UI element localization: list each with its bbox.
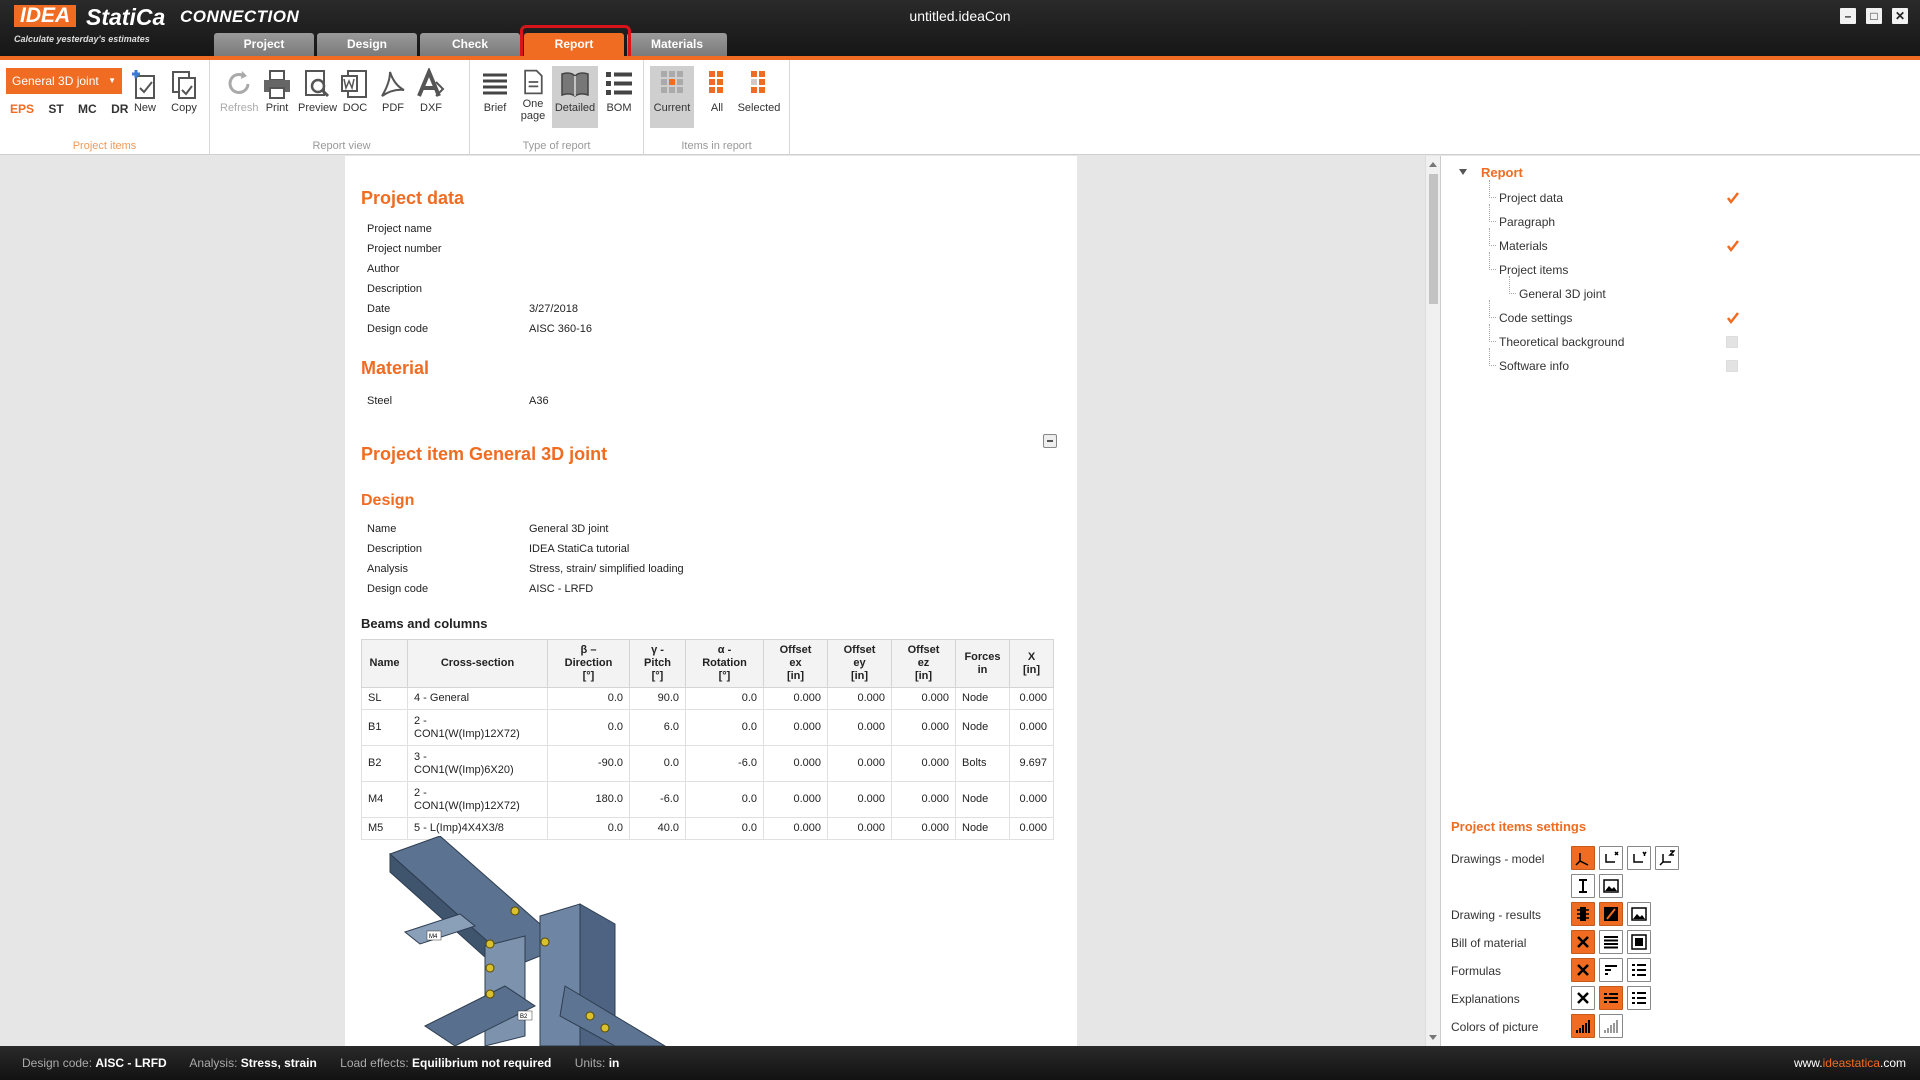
tab-check[interactable]: Check — [420, 33, 520, 56]
report-scrollbar[interactable] — [1425, 156, 1440, 1046]
tree-expand-icon[interactable] — [1459, 169, 1467, 175]
doc-export-label: DOC — [342, 102, 368, 114]
tree-connector — [1489, 228, 1496, 246]
table-cell: 6.0 — [630, 710, 686, 746]
table-cell: 2 - CON1(W(Imp)12X72) — [408, 710, 548, 746]
maximize-button[interactable]: □ — [1866, 8, 1882, 24]
results-stress-button[interactable] — [1571, 902, 1595, 926]
explanations-label: Explanations — [1451, 992, 1520, 1006]
all-items-label: All — [710, 102, 724, 114]
design-value: Stress, strain/ simplified loading — [529, 563, 684, 575]
pdf-export-label: PDF — [382, 102, 404, 114]
tree-connector — [1489, 348, 1496, 366]
tree-item[interactable]: Project items — [1499, 263, 1569, 277]
project-data-key: Project name — [367, 223, 432, 235]
project-data-key: Project number — [367, 243, 442, 255]
table-cell: Bolts — [956, 746, 1010, 782]
formulas-full-button[interactable] — [1627, 958, 1651, 982]
project-data-key: Date — [367, 303, 391, 315]
print-label: Print — [265, 102, 289, 114]
unchecked-box[interactable] — [1726, 360, 1738, 372]
tree-item[interactable]: General 3D joint — [1519, 287, 1606, 301]
table-cell: 0.0 — [548, 688, 630, 710]
copy-item-icon — [169, 68, 199, 100]
beams-col-header — [1010, 640, 1054, 688]
logo-statica: StatiCa — [86, 4, 166, 30]
project-data-key: Description — [367, 283, 423, 295]
current-items-label: Current — [653, 102, 691, 114]
project-item-dropdown[interactable] — [6, 68, 122, 94]
beams-col-header — [956, 640, 1010, 688]
colors-full-button[interactable] — [1571, 1014, 1595, 1038]
model-view-x-button[interactable] — [1599, 846, 1623, 870]
joint-3d-model — [365, 836, 695, 1046]
word-doc-icon — [340, 68, 370, 100]
refresh-button[interactable] — [220, 68, 258, 114]
scroll-thumb[interactable] — [1429, 174, 1438, 304]
beams-col-header-line: β – — [580, 644, 597, 656]
explanations-short-button[interactable] — [1599, 986, 1623, 1010]
selected-items-button[interactable] — [734, 68, 784, 114]
report-workspace — [0, 156, 1440, 1046]
model-column-flange — [540, 904, 580, 1046]
cross-icon — [1575, 962, 1591, 978]
brief-report-button[interactable] — [476, 68, 514, 114]
colors-of-picture-label: Colors of picture — [1451, 1020, 1539, 1034]
tree-item[interactable]: Project data — [1499, 191, 1564, 205]
status-bar — [0, 1046, 1920, 1080]
st-button[interactable]: ST — [48, 102, 64, 116]
group-label-report-view: Report view — [312, 140, 371, 152]
grid-current-icon — [657, 68, 687, 100]
tab-materials[interactable]: Materials — [627, 33, 727, 56]
table-cell: 0.000 — [1010, 818, 1054, 840]
status-load-effects: Equilibrium not required — [412, 1056, 552, 1070]
beams-col-header-line: [in] — [914, 670, 933, 682]
material-value: A36 — [529, 395, 549, 407]
signal-bars-icon — [1575, 1018, 1591, 1034]
table-cell: B1 — [362, 710, 408, 746]
beams-col-header — [828, 640, 892, 688]
status-analysis-label: Analysis: — [189, 1056, 238, 1070]
model-picture-button[interactable] — [1599, 874, 1623, 898]
dxf-icon — [416, 68, 446, 100]
table-cell: 40.0 — [630, 818, 686, 840]
tree-item[interactable]: Paragraph — [1499, 215, 1556, 229]
group-label-type-of-report: Type of report — [522, 140, 591, 152]
design-value: AISC - LRFD — [529, 583, 594, 595]
tree-item[interactable]: Materials — [1499, 239, 1548, 253]
table-cell: -6.0 — [630, 782, 686, 818]
beams-col-header — [764, 640, 828, 688]
beams-col-header-line: Name — [369, 657, 400, 669]
tree-root-report[interactable]: Report — [1481, 165, 1523, 180]
beams-col-header-line: Pitch — [644, 657, 671, 669]
tab-design[interactable]: Design — [317, 33, 417, 56]
table-cell: B2 — [362, 746, 408, 782]
table-cell: 0.000 — [764, 746, 828, 782]
beams-col-header-line: Direction — [564, 657, 613, 669]
bom-report-label: BOM — [606, 102, 632, 114]
table-cell: 180.0 — [548, 782, 630, 818]
group-label-project-items: Project items — [72, 140, 137, 152]
table-cell: 90.0 — [630, 688, 686, 710]
table-cell: 0.000 — [892, 710, 956, 746]
copy-item-button[interactable] — [165, 68, 203, 114]
tree-connector — [1489, 252, 1496, 270]
results-strain-button[interactable] — [1599, 902, 1623, 926]
explanations-none-button[interactable] — [1571, 986, 1595, 1010]
one-page-icon — [518, 68, 548, 96]
group-label-items-in-report: Items in report — [681, 140, 752, 152]
copy-item-label: Copy — [171, 102, 197, 114]
preview-icon — [302, 68, 332, 100]
group-type-of-report — [470, 60, 644, 155]
checkmark-icon[interactable] — [1726, 191, 1740, 205]
design-key: Design code — [367, 583, 429, 595]
bill-of-material-label: Bill of material — [1451, 936, 1527, 950]
table-cell: 0.0 — [686, 710, 764, 746]
table-cell: 2 - CON1(W(Imp)12X72) — [408, 782, 548, 818]
beams-col-header — [630, 640, 686, 688]
design-value: IDEA StatiCa tutorial — [529, 543, 630, 555]
table-row — [362, 710, 1054, 746]
table-cell: 0.000 — [828, 710, 892, 746]
table-cell: 0.0 — [686, 688, 764, 710]
model-bolt — [486, 990, 494, 998]
beams-col-header-line: X — [1027, 650, 1036, 663]
model-view-z-button[interactable] — [1655, 846, 1679, 870]
table-cell: -6.0 — [686, 746, 764, 782]
table-cell: Node — [956, 818, 1010, 840]
beams-col-header-line: Cross-section — [440, 657, 515, 669]
beams-col-header — [548, 640, 630, 688]
table-cell: M4 — [362, 782, 408, 818]
one-page-label-1: One — [522, 98, 544, 110]
report-page[interactable] — [345, 156, 1077, 1046]
formulas-none-button[interactable] — [1571, 958, 1595, 982]
beams-col-header-line: ez — [917, 657, 930, 669]
table-cell: 9.697 — [1010, 746, 1054, 782]
short-list-icon — [1603, 990, 1619, 1006]
tab-project[interactable]: Project — [214, 33, 314, 56]
design-key: Name — [367, 523, 397, 535]
open-book-icon — [560, 68, 590, 100]
beams-col-header — [408, 640, 548, 688]
chevron-down-icon: ▼ — [108, 76, 116, 85]
beams-col-header-line: [°] — [718, 670, 731, 682]
full-list-icon — [1631, 990, 1647, 1006]
brief-report-label: Brief — [483, 102, 507, 114]
beams-col-header-line: ex — [789, 657, 802, 669]
model-bolt — [486, 964, 494, 972]
signal-bars-grey-icon — [1603, 1018, 1619, 1034]
tree-connector — [1509, 276, 1516, 294]
table-cell: 0.000 — [892, 782, 956, 818]
lines-icon — [1603, 934, 1619, 950]
website-link[interactable] — [1794, 1046, 1906, 1080]
picture-icon — [1603, 878, 1619, 894]
current-items-button[interactable] — [650, 66, 694, 128]
table-cell: 0.000 — [1010, 782, 1054, 818]
table-cell: 0.000 — [892, 746, 956, 782]
model-bolt — [541, 938, 549, 946]
bom-list-icon — [604, 68, 634, 100]
beams-col-header-line: α - — [717, 644, 732, 656]
beams-col-header-line: Offset — [779, 644, 812, 656]
table-cell: 3 - CON1(W(Imp)6X20) — [408, 746, 548, 782]
beams-col-header — [362, 640, 408, 688]
design-value: General 3D joint — [529, 523, 609, 535]
beams-col-header-line: Offset — [843, 644, 876, 656]
pdf-icon — [378, 68, 408, 100]
full-list-icon — [1631, 962, 1647, 978]
close-button[interactable]: ✕ — [1892, 8, 1908, 24]
table-cell: 0.000 — [764, 818, 828, 840]
explanations-full-button[interactable] — [1627, 986, 1651, 1010]
logo-module: CONNECTION — [180, 7, 300, 26]
model-bolt — [586, 1012, 594, 1020]
design-key: Analysis — [367, 563, 408, 575]
cross-icon — [1575, 934, 1591, 950]
bom-picture-button[interactable] — [1627, 930, 1651, 954]
logo-idea: IDEA — [14, 5, 76, 27]
table-cell: 0.000 — [828, 688, 892, 710]
url-prefix: www. — [1793, 1056, 1823, 1070]
model-axonometric-button[interactable] — [1571, 846, 1595, 870]
table-cell: 0.000 — [1010, 710, 1054, 746]
project-data-key: Author — [367, 263, 400, 275]
group-items-in-report — [644, 60, 790, 155]
table-cell: M5 — [362, 818, 408, 840]
table-cell: 0.0 — [548, 710, 630, 746]
status-design-code-label: Design code: — [22, 1056, 93, 1070]
checkmark-icon[interactable] — [1726, 311, 1740, 325]
url-brand: ideastatica — [1822, 1056, 1880, 1070]
model-bolt — [486, 940, 494, 948]
beams-col-header-line: [in] — [1022, 663, 1041, 676]
group-project-items — [0, 60, 210, 155]
table-row — [362, 782, 1054, 818]
short-list-icon — [1603, 962, 1619, 978]
beams-table-header — [362, 640, 1054, 688]
table-cell: Node — [956, 710, 1010, 746]
view-mode-buttons — [10, 102, 139, 116]
group-report-view — [214, 60, 470, 155]
one-page-report-button[interactable] — [514, 68, 552, 122]
table-cell: 0.000 — [828, 782, 892, 818]
brief-report-icon — [480, 68, 510, 100]
formulas-label: Formulas — [1451, 964, 1502, 978]
tagline: Calculate yesterday's estimates — [14, 34, 150, 44]
axis-z-icon — [1659, 850, 1675, 866]
preview-label: Preview — [298, 102, 338, 114]
document-title: untitled.ideaCon — [909, 8, 1011, 24]
table-row — [362, 688, 1054, 710]
status-analysis: Stress, strain — [240, 1056, 317, 1070]
drawing-results-label: Drawing - results — [1451, 908, 1542, 922]
colors-grey-button[interactable] — [1599, 1014, 1623, 1038]
beams-table-body — [362, 688, 1054, 840]
beams-col-header-line: [°] — [651, 670, 664, 682]
framed-picture-icon — [1631, 934, 1647, 950]
project-data-value: AISC 360-16 — [529, 323, 592, 335]
tree-item[interactable]: Software info — [1499, 359, 1570, 373]
table-cell: 0.000 — [1010, 688, 1054, 710]
strain-results-icon — [1603, 906, 1619, 922]
project-data-heading: Project data — [361, 188, 465, 208]
status-units: in — [608, 1056, 620, 1070]
beams-col-header-line: [in] — [850, 670, 869, 682]
stress-results-icon — [1575, 906, 1591, 922]
table-row — [362, 746, 1054, 782]
tree-item[interactable]: Theoretical background — [1499, 335, 1625, 349]
table-cell: 0.0 — [686, 782, 764, 818]
grid-selected-icon — [744, 68, 774, 100]
detailed-report-button[interactable] — [552, 66, 598, 128]
axis-x-icon — [1603, 850, 1619, 866]
status-units-label: Units: — [574, 1056, 606, 1070]
table-cell: 0.000 — [764, 710, 828, 746]
model-bolt — [511, 907, 519, 915]
project-data-value: 3/27/2018 — [529, 303, 578, 315]
mc-button[interactable]: MC — [78, 102, 97, 116]
project-items-settings-title: Project items settings — [1451, 819, 1587, 834]
model-view-y-button[interactable] — [1627, 846, 1651, 870]
selected-items-label: Selected — [737, 102, 781, 114]
design-key: Description — [367, 543, 423, 555]
table-cell: -90.0 — [548, 746, 630, 782]
status-design-code: AISC - LRFD — [95, 1056, 167, 1070]
one-page-label-2: page — [520, 110, 546, 122]
model-section-button[interactable] — [1571, 874, 1595, 898]
cross-icon — [1575, 990, 1591, 1006]
table-cell: 5 - L(Imp)4X4X3/8 — [408, 818, 548, 840]
url-suffix: .com — [1879, 1056, 1906, 1070]
doc-export-button[interactable] — [336, 68, 374, 114]
scroll-up-icon[interactable] — [1429, 162, 1437, 167]
all-items-button[interactable] — [698, 68, 736, 114]
material-key: Steel — [367, 395, 393, 407]
unchecked-box[interactable] — [1726, 336, 1738, 348]
refresh-label: Refresh — [220, 102, 259, 114]
results-picture-button[interactable] — [1627, 902, 1651, 926]
beams-col-header-line: γ - — [651, 644, 664, 656]
beams-col-header — [892, 640, 956, 688]
table-cell: Node — [956, 688, 1010, 710]
table-cell: 0.0 — [686, 818, 764, 840]
grid-all-icon — [702, 68, 732, 100]
formulas-short-button[interactable] — [1599, 958, 1623, 982]
title-bar — [0, 0, 1920, 56]
beams-heading: Beams and columns — [361, 616, 488, 631]
beams-col-header-line: Offset — [907, 644, 940, 656]
picture-icon — [1631, 906, 1647, 922]
tree-connector — [1489, 204, 1496, 222]
refresh-icon — [224, 68, 254, 100]
material-heading: Material — [361, 358, 430, 378]
project-data-key: Design code — [367, 323, 429, 335]
beams-col-header-line: [in] — [786, 670, 805, 682]
collapse-section-button[interactable] — [1043, 434, 1057, 448]
i-beam-icon — [1575, 878, 1591, 894]
checkmark-icon[interactable] — [1726, 239, 1740, 253]
table-cell: 0.000 — [764, 688, 828, 710]
new-item-button[interactable] — [126, 68, 164, 114]
tree-item[interactable]: Code settings — [1499, 311, 1573, 325]
minimize-button[interactable]: – — [1840, 8, 1856, 24]
table-cell: 0.0 — [630, 746, 686, 782]
report-tree-panel — [1440, 156, 1920, 1046]
bom-report-button[interactable] — [600, 68, 638, 114]
table-cell: 0.000 — [764, 782, 828, 818]
table-cell: 0.000 — [828, 818, 892, 840]
beams-col-header-line: Rotation — [702, 657, 747, 669]
table-cell: SL — [362, 688, 408, 710]
model-bolt — [601, 1024, 609, 1032]
detailed-report-label: Detailed — [554, 102, 596, 114]
tree-connector — [1489, 300, 1496, 318]
dxf-export-label: DXF — [420, 102, 442, 114]
beams-col-header-line: ey — [853, 657, 866, 669]
table-cell: 4 - General — [408, 688, 548, 710]
table-cell: 0.000 — [892, 688, 956, 710]
tab-report[interactable]: Report — [524, 33, 624, 59]
scroll-down-icon[interactable] — [1429, 1035, 1437, 1040]
design-heading: Design — [361, 492, 415, 509]
model-label-m4: M4 — [429, 934, 438, 940]
project-item-heading: Project item General 3D joint — [361, 444, 608, 464]
beams-table — [361, 639, 1054, 840]
bom-none-button[interactable] — [1571, 930, 1595, 954]
table-cell: Node — [956, 782, 1010, 818]
dxf-export-button[interactable] — [412, 68, 450, 114]
model-label-b2: B2 — [520, 1014, 528, 1020]
drawings-model-label: Drawings - model — [1451, 852, 1545, 866]
beams-col-header-line: in — [977, 663, 988, 676]
print-button[interactable] — [258, 68, 296, 114]
dr-button[interactable]: DR — [111, 102, 129, 116]
tree-connector — [1489, 180, 1496, 198]
project-item-dropdown-value: General 3D joint — [12, 74, 99, 88]
new-item-icon — [130, 68, 160, 100]
table-cell: 0.000 — [892, 818, 956, 840]
beams-col-header-line: [°] — [582, 670, 595, 682]
status-load-effects-label: Load effects: — [340, 1056, 409, 1070]
bom-table-button[interactable] — [1599, 930, 1623, 954]
axis-y-icon — [1631, 850, 1647, 866]
table-cell: 0.000 — [828, 746, 892, 782]
print-icon — [262, 68, 292, 100]
new-item-label: New — [133, 102, 156, 114]
eps-button[interactable]: EPS — [10, 102, 35, 116]
preview-button[interactable] — [298, 68, 336, 114]
axes-3d-icon — [1575, 850, 1591, 866]
beams-col-header — [686, 640, 764, 688]
beams-col-header-line: Forces — [964, 650, 1001, 663]
pdf-export-button[interactable] — [374, 68, 412, 114]
table-cell: 0.0 — [548, 818, 630, 840]
ribbon — [0, 60, 1920, 155]
tree-connector — [1489, 324, 1496, 342]
